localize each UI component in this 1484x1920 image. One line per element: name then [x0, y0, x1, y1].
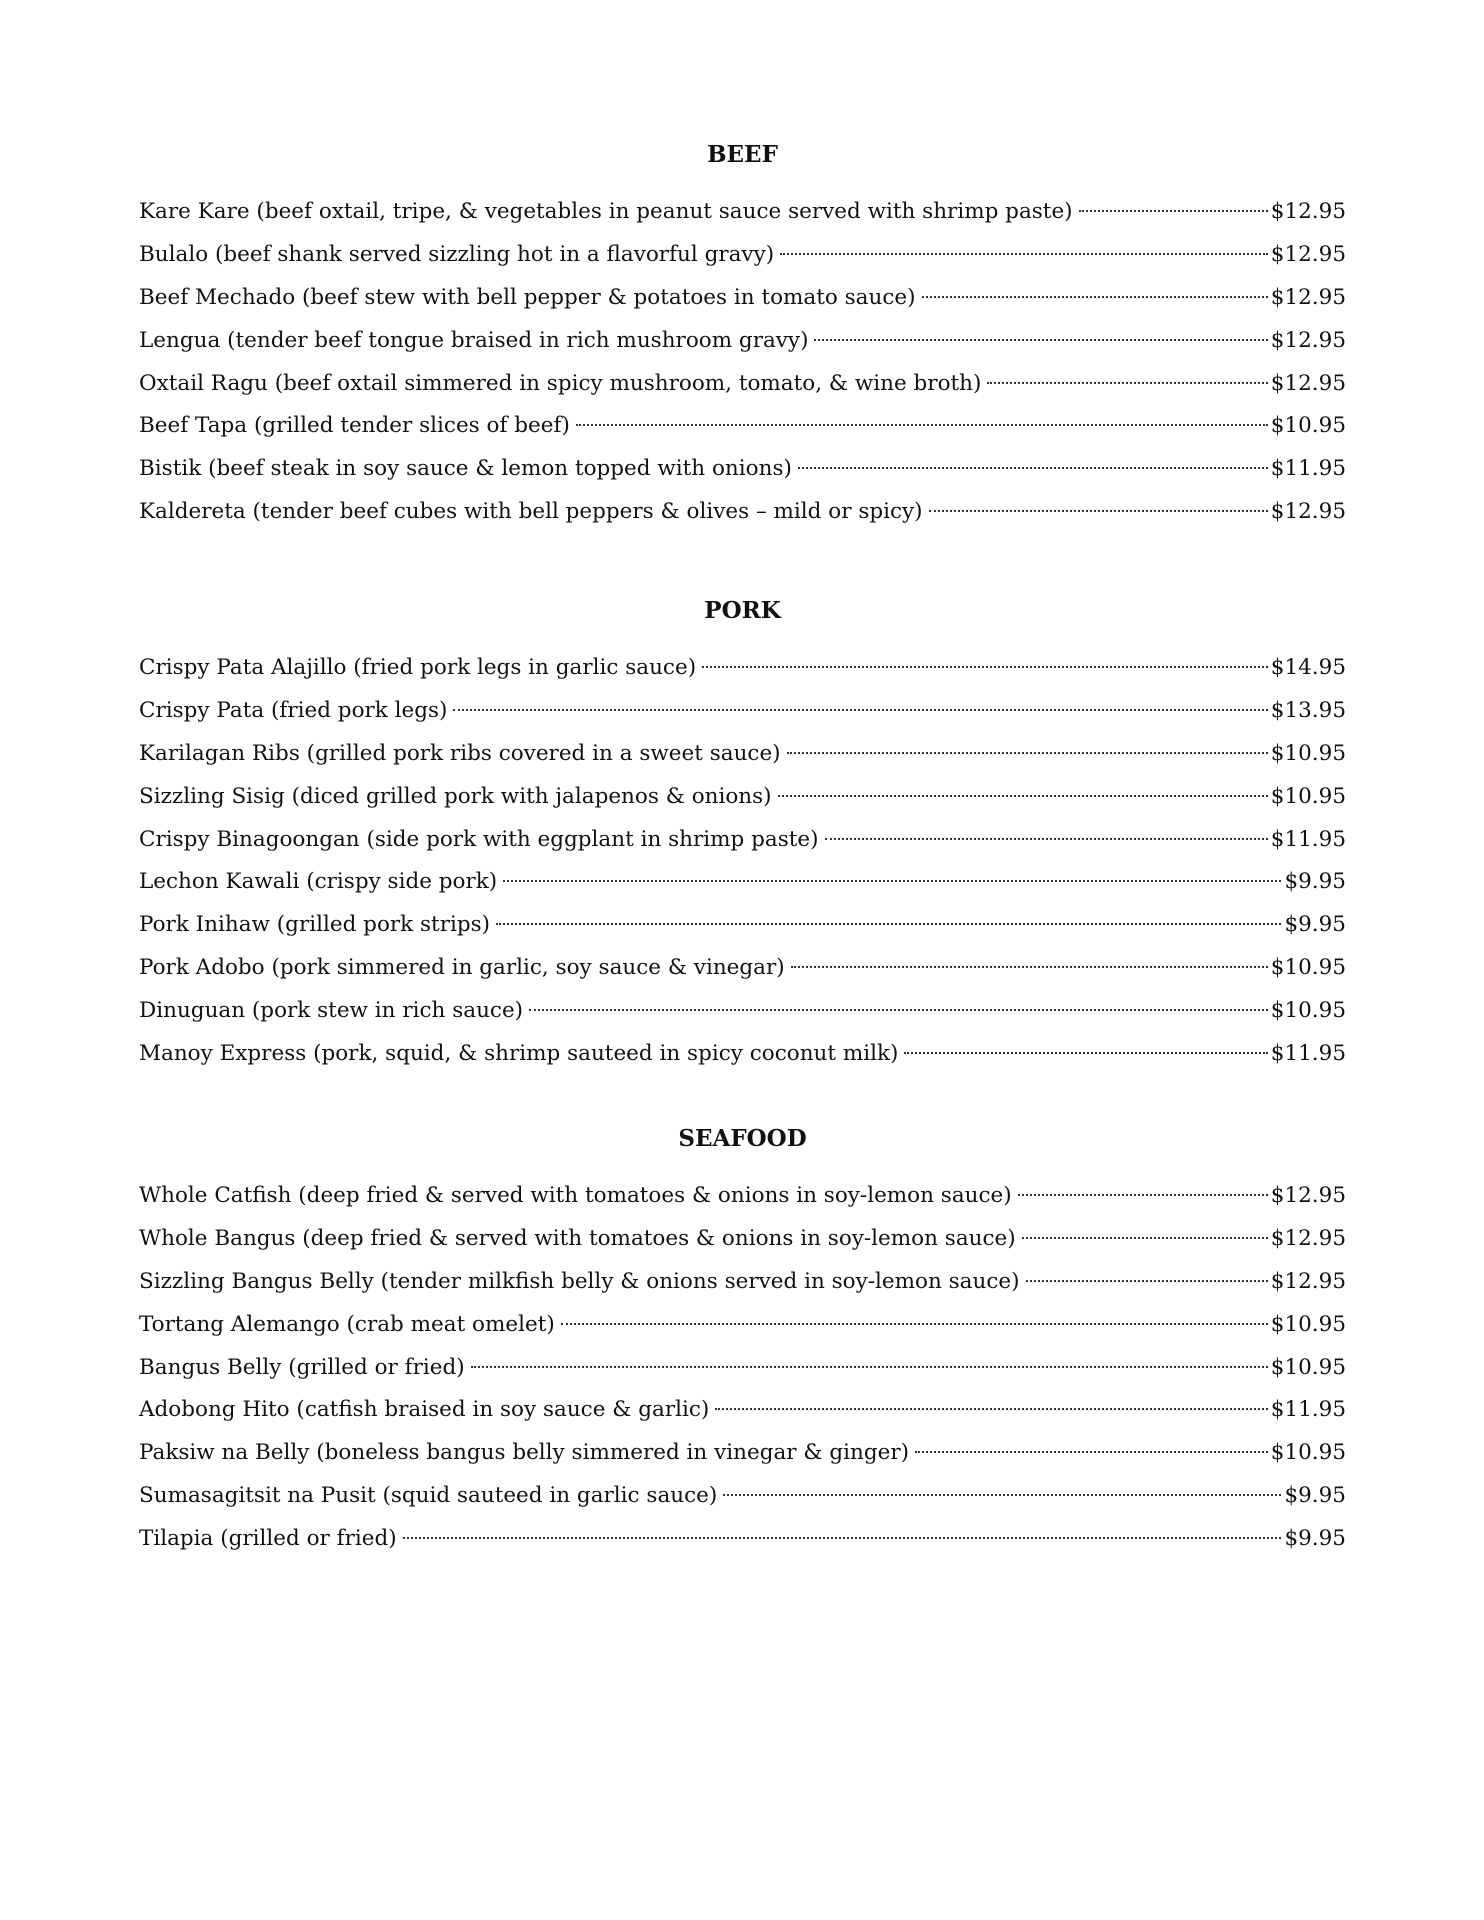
item-name: Karilagan Ribs (grilled pork ribs covered in a sweet sauce) — [139, 740, 781, 766]
menu-page — [139, 0, 1346, 1920]
menu-item — [139, 867, 1346, 910]
item-price: $10.95 — [1270, 783, 1346, 809]
section-beef — [139, 140, 1346, 540]
menu-item — [139, 996, 1346, 1039]
item-name: Crispy Pata Alajillo (fried pork legs in garlic sauce) — [139, 655, 697, 680]
dot-leader — [922, 296, 1268, 298]
item-price: $9.95 — [1284, 1526, 1346, 1552]
section-title: SEAFOOD — [678, 1125, 807, 1152]
item-name: Dinuguan (pork stew in rich sauce) — [139, 998, 524, 1024]
item-price: $12.95 — [1270, 199, 1346, 224]
dot-leader — [702, 666, 1268, 668]
menu-item — [139, 497, 1346, 540]
menu-item — [139, 1310, 1346, 1353]
menu-item — [139, 197, 1346, 240]
menu-item — [139, 1039, 1346, 1082]
item-name: Sizzling Sisig (diced grilled pork with jalapenos & onions) — [139, 783, 772, 809]
menu-item — [139, 1438, 1346, 1481]
dot-leader — [471, 1366, 1268, 1368]
menu-item — [139, 411, 1346, 454]
item-price: $12.95 — [1270, 284, 1346, 310]
dot-leader — [723, 1494, 1281, 1496]
dot-leader — [904, 1052, 1267, 1054]
menu-item — [139, 1481, 1346, 1524]
dot-leader — [791, 966, 1268, 968]
menu-list — [139, 653, 1346, 1082]
menu-item — [139, 1524, 1346, 1567]
dot-leader — [798, 467, 1268, 469]
item-name: Crispy Binagoongan (side pork with eggplant in shrimp paste) — [139, 826, 819, 852]
item-price: $10.95 — [1270, 1311, 1346, 1337]
item-price: $10.95 — [1270, 413, 1346, 439]
item-name: Oxtail Ragu (beef oxtail simmered in spicy mushroom, tomato, & wine broth) — [139, 370, 982, 396]
item-price: $13.95 — [1270, 697, 1346, 723]
dot-leader — [1026, 1280, 1268, 1282]
item-name: Tilapia (grilled or fried) — [139, 1526, 397, 1552]
menu-item — [139, 696, 1346, 739]
item-price: $9.95 — [1284, 912, 1346, 938]
item-price: $12.95 — [1270, 370, 1346, 396]
menu-item — [139, 240, 1346, 283]
item-price: $10.95 — [1270, 1354, 1346, 1380]
item-name: Beef Mechado (beef stew with bell pepper & potatoes in tomato sauce) — [139, 284, 916, 310]
item-name: Bangus Belly (grilled or fried) — [139, 1354, 465, 1380]
dot-leader — [787, 752, 1268, 754]
menu-item — [139, 369, 1346, 412]
menu-item — [139, 953, 1346, 996]
menu-item — [139, 454, 1346, 497]
item-name: Lengua (tender beef tongue braised in rich mushroom gravy) — [139, 327, 809, 353]
dot-leader — [987, 382, 1267, 384]
menu-item — [139, 1181, 1346, 1224]
item-price: $14.95 — [1270, 655, 1346, 680]
dot-leader — [561, 1323, 1268, 1325]
menu-item — [139, 825, 1346, 868]
menu-item — [139, 283, 1346, 326]
dot-leader — [1022, 1237, 1268, 1239]
menu-item — [139, 910, 1346, 953]
item-price: $9.95 — [1284, 869, 1346, 895]
section-seafood — [139, 1124, 1346, 1567]
item-name: Kare Kare (beef oxtail, tripe, & vegetables in peanut sauce served with shrimp paste) — [139, 199, 1073, 224]
item-name: Bistik (beef steak in soy sauce & lemon topped with onions) — [139, 456, 792, 482]
dot-leader — [915, 1451, 1268, 1453]
item-name: Bulalo (beef shank served sizzling hot in a flavorful gravy) — [139, 241, 775, 267]
item-price: $10.95 — [1270, 955, 1346, 981]
section-pork — [139, 596, 1346, 1082]
item-name: Crispy Pata (fried pork legs) — [139, 697, 448, 723]
dot-leader — [496, 923, 1281, 925]
item-price: $12.95 — [1270, 241, 1346, 267]
dot-leader — [814, 339, 1267, 341]
item-name: Sumasagitsit na Pusit (squid sauteed in garlic sauce) — [139, 1483, 718, 1509]
dot-leader — [529, 1009, 1268, 1011]
menu-item — [139, 653, 1346, 696]
dot-leader — [576, 424, 1268, 426]
item-price: $11.95 — [1270, 1041, 1346, 1067]
menu-list — [139, 1181, 1346, 1567]
item-price: $12.95 — [1270, 1225, 1346, 1251]
dot-leader — [1018, 1194, 1268, 1196]
item-name: Sizzling Bangus Belly (tender milkfish belly & onions served in soy-lemon sauce) — [139, 1268, 1020, 1294]
menu-list — [139, 197, 1346, 540]
dot-leader — [780, 253, 1268, 255]
item-price: $11.95 — [1270, 826, 1346, 852]
item-price: $10.95 — [1270, 740, 1346, 766]
dot-leader — [715, 1408, 1267, 1410]
dot-leader — [825, 838, 1268, 840]
item-name: Whole Catfish (deep fried & served with tomatoes & onions in soy-lemon sauce) — [139, 1183, 1012, 1208]
menu-item — [139, 739, 1346, 782]
item-price: $9.95 — [1284, 1483, 1346, 1509]
dot-leader — [503, 880, 1281, 882]
item-price: $10.95 — [1270, 1440, 1346, 1466]
dot-leader — [778, 795, 1268, 797]
menu-item — [139, 1395, 1346, 1438]
section-title: PORK — [704, 597, 781, 624]
dot-leader — [929, 510, 1268, 512]
menu-item — [139, 326, 1346, 369]
item-price: $12.95 — [1270, 499, 1346, 525]
section-title: BEEF — [707, 141, 778, 168]
item-name: Beef Tapa (grilled tender slices of beef) — [139, 413, 570, 439]
menu-item — [139, 1267, 1346, 1310]
item-name: Tortang Alemango (crab meat omelet) — [139, 1311, 555, 1337]
item-price: $12.95 — [1270, 1268, 1346, 1294]
dot-leader — [453, 709, 1267, 711]
item-price: $12.95 — [1270, 327, 1346, 353]
dot-leader — [403, 1537, 1282, 1539]
item-price: $12.95 — [1270, 1183, 1346, 1208]
item-name: Whole Bangus (deep fried & served with tomatoes & onions in soy-lemon sauce) — [139, 1225, 1016, 1251]
item-name: Pork Inihaw (grilled pork strips) — [139, 912, 491, 938]
item-name: Kaldereta (tender beef cubes with bell peppers & olives – mild or spicy) — [139, 499, 923, 525]
item-name: Lechon Kawali (crispy side pork) — [139, 869, 498, 895]
item-name: Pork Adobo (pork simmered in garlic, soy sauce & vinegar) — [139, 955, 785, 981]
menu-item — [139, 1353, 1346, 1396]
menu-item — [139, 1224, 1346, 1267]
item-name: Paksiw na Belly (boneless bangus belly simmered in vinegar & ginger) — [139, 1440, 910, 1466]
item-price: $11.95 — [1270, 1397, 1346, 1423]
item-price: $11.95 — [1270, 456, 1346, 482]
item-name: Manoy Express (pork, squid, & shrimp sauteed in spicy coconut milk) — [139, 1041, 899, 1067]
menu-item — [139, 782, 1346, 825]
item-price: $10.95 — [1270, 998, 1346, 1024]
item-name: Adobong Hito (catfish braised in soy sauce & garlic) — [139, 1397, 710, 1423]
dot-leader — [1079, 210, 1268, 212]
